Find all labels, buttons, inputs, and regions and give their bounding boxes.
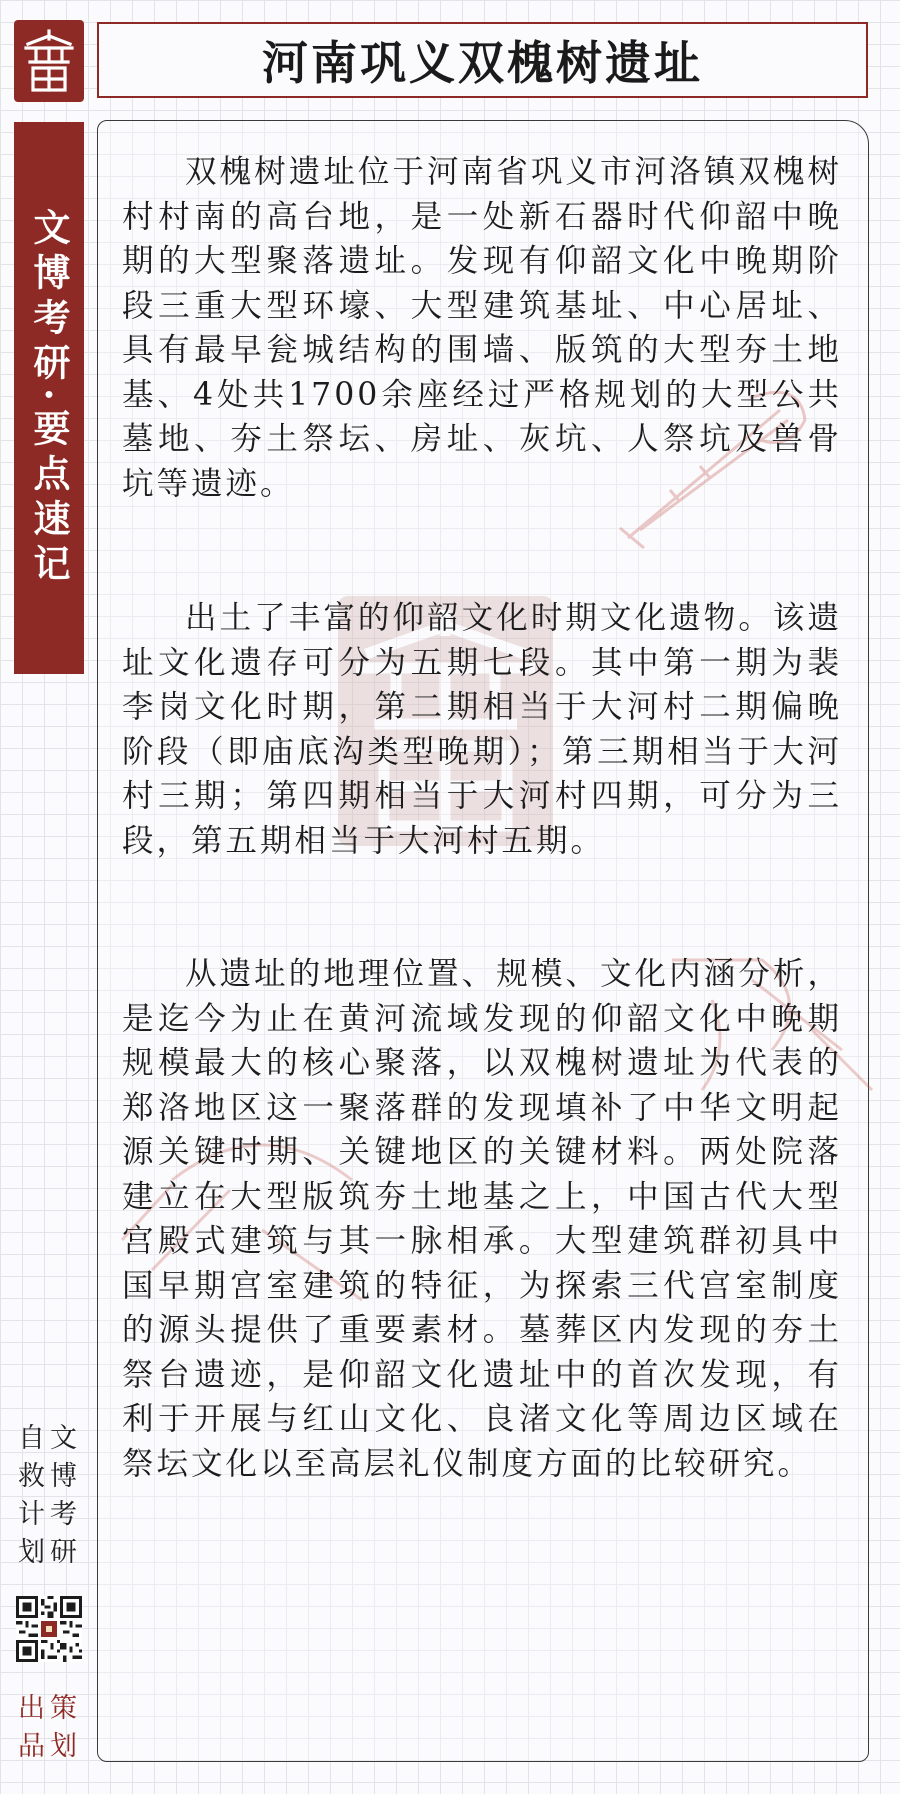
paragraph-1: 双槐树遗址位于河南省巩义市河洛镇双槐树村村南的高台地，是一处新石器时代仰韶中晚期的大型聚落遗址。发现有仰韶文化中晚期阶段三重大型环壕、大型建筑基址、中心居址、具有最早瓮城结构的围墙、版筑的大型夯土地基、4处共1700余座经过严格规划的大型公共墓地、夯土祭坛、房址、灰坑、人祭坑及兽骨坑等遗迹。	[122, 154, 842, 502]
logo	[14, 20, 84, 102]
museum-seal-icon	[22, 28, 76, 94]
qr-code-icon	[16, 1596, 82, 1662]
paragraph-2: 出土了丰富的仰韶文化时期文化遗物。该遗址文化遗存可分为五期七段。其中第一期为裴李岗文化时期，第二期相当于大河村二期偏晚阶段（即庙底沟类型晚期）；第三期相当于大河村三期；第四期相当于大河村四期，可分为三段，第五期相当于大河村五期。	[122, 600, 842, 859]
planner-col-2: 策划	[50, 1693, 77, 1762]
paragraph-3: 从遗址的地理位置、规模、文化内涵分析，是迄今为止在黄河流域发现的仰韶文化中晚期规模最大的核心聚落，以双槐树遗址为代表的郑洛地区这一聚落群的发现填补了中华文明起源关键时期、关键地区的关键材料。两处院落建立在大型版筑夯土地基之上，中国古代大型宫殿式建筑与其一脉相承。大型建筑群初具中国早期宫室建筑的特征，为探索三代宫室制度的源头提供了重要素材。墓葬区内发现的夯土祭台遗迹，是仰韶文化遗址中的首次发现，有利于开展与红山文化、良渚文化等周边区域在祭坛文化以至高层礼仪制度方面的比较研究。	[122, 956, 842, 1482]
credit-col-1: 自救计划	[18, 1423, 45, 1568]
side-banner	[14, 122, 84, 674]
page-title: 河南巩义双槐树遗址	[262, 36, 703, 90]
side-banner-text: 文博考研·要点速记	[27, 207, 71, 589]
planner-col-1: 出品	[18, 1693, 45, 1762]
title-box	[97, 22, 868, 98]
credit-col-2: 文博考研	[50, 1423, 77, 1568]
